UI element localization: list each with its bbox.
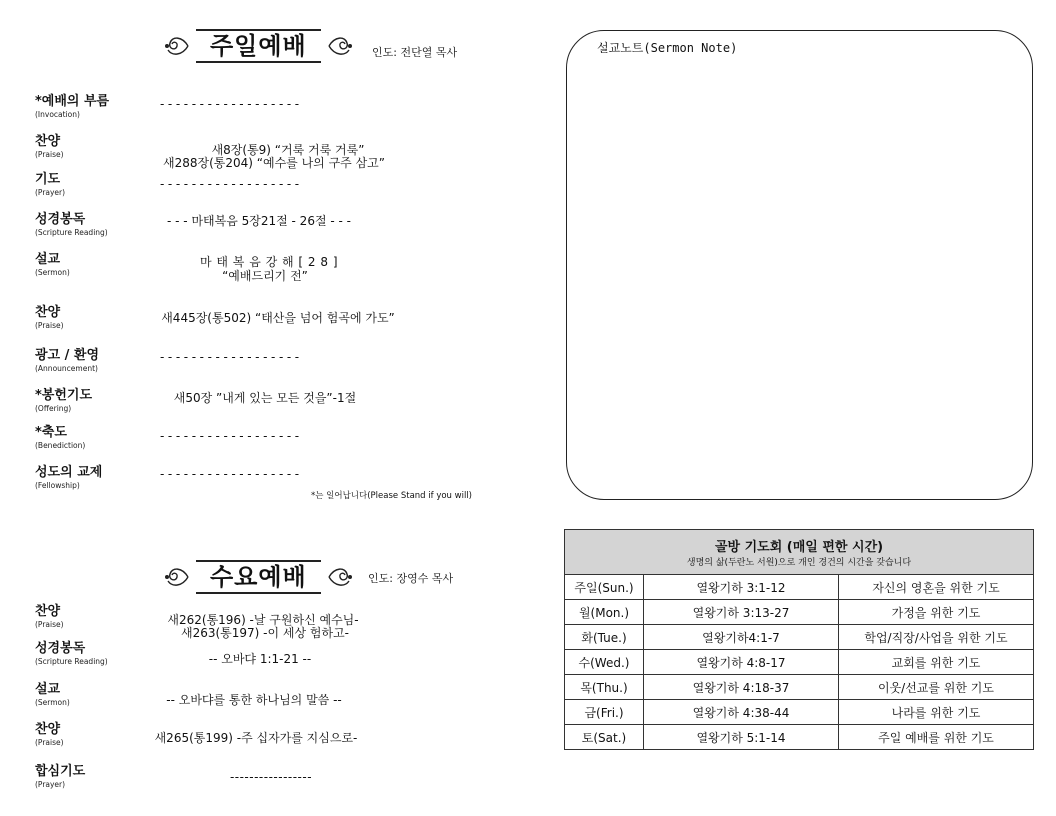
prayer-schedule-table	[564, 529, 1034, 750]
sunday-leader: 인도: 전단열 목사	[372, 46, 458, 59]
wednesday-title-banner	[162, 560, 355, 594]
sermon-note-title: 설교노트(Sermon Note)	[597, 41, 738, 55]
prayer-table-title: 골방 기도회 (매일 편한 시간)	[714, 540, 884, 555]
table-row: 화(Tue.) 열왕기하4:1-7 학업/직장/사업을 위한 기도	[565, 625, 1034, 650]
flourish-right-icon	[325, 31, 355, 61]
flourish-left-icon	[162, 562, 192, 592]
wednesday-leader: 인도: 장영수 목사	[368, 572, 454, 585]
wednesday-title: 수요예배	[196, 560, 321, 594]
table-row: 주일(Sun.) 열왕기하 3:1-12 자신의 영혼을 위한 기도	[565, 575, 1034, 600]
table-row: 금(Fri.) 열왕기하 4:38-44 나라를 위한 기도	[565, 700, 1034, 725]
sunday-title-banner	[162, 29, 355, 63]
table-row: 수(Wed.) 열왕기하 4:8-17 교회를 위한 기도	[565, 650, 1034, 675]
flourish-left-icon	[162, 31, 192, 61]
stand-footnote: *는 일어납니다(Please Stand if you will)	[311, 491, 472, 501]
table-row: 목(Thu.) 열왕기하 4:18-37 이웃/선교를 위한 기도	[565, 675, 1034, 700]
sunday-title: 주일예배	[196, 29, 321, 63]
flourish-right-icon	[325, 562, 355, 592]
sermon-note-box[interactable]	[566, 30, 1033, 500]
table-row: 월(Mon.) 열왕기하 3:13-27 가정을 위한 기도	[565, 600, 1034, 625]
table-row: 토(Sat.) 열왕기하 5:1-14 주일 예배를 위한 기도	[565, 725, 1034, 750]
table-header	[565, 530, 1034, 575]
prayer-table-subtitle: 생명의 삶(두란노 서원)으로 개인 경건의 시간을 갖습니다	[686, 558, 912, 568]
